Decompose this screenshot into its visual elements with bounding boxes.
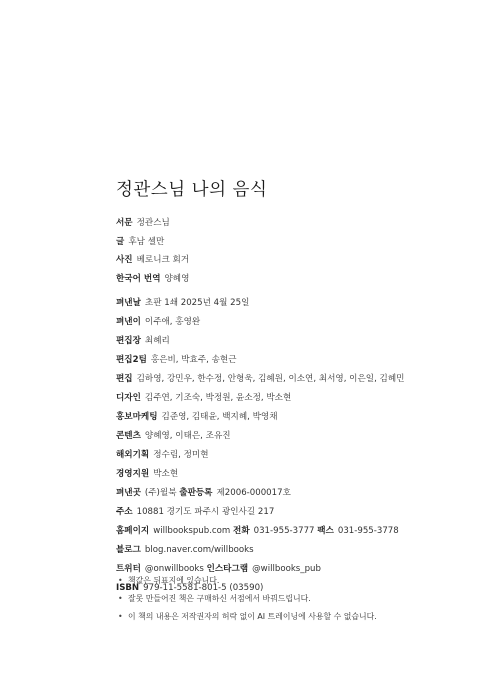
- credit-value: 후남 셀만: [128, 236, 165, 247]
- book-title: 정관스님 나의 음식: [116, 180, 268, 200]
- bullet-icon: •: [118, 576, 123, 585]
- colophon-value: 양혜영, 이태은, 조유진: [144, 431, 231, 441]
- colophon-value: 초판 1쇄 2025년 4월 25일: [144, 298, 250, 308]
- colophon-value: @onwillbooks: [144, 564, 204, 574]
- colophon-row: [116, 408, 404, 427]
- colophon-value: 979-11-5581-801-5 (03590): [143, 583, 264, 593]
- colophon-value: willbookspub.com: [153, 526, 231, 536]
- colophon-label: 해외기획: [116, 450, 150, 460]
- colophon-label: 경영지원: [116, 469, 150, 479]
- colophon-value: 홍은비, 박효주, 송현근: [150, 355, 237, 365]
- colophon-label: 펴낸이: [116, 317, 141, 327]
- colophon-value: 김하영, 강민우, 한수정, 안형욱, 김혜원, 이소연, 최서영, 이은일, 김혜민: [136, 374, 405, 384]
- colophon-value: 김주연, 기조숙, 박정원, 윤소정, 박소현: [144, 393, 292, 403]
- colophon-label: 콘텐츠: [116, 431, 141, 441]
- colophon-row: [116, 484, 404, 503]
- note-text: 이 책의 내용은 저작권자의 허락 없이 AI 트레이닝에 사용할 수 없습니다.: [128, 612, 377, 621]
- colophon-label: 전화: [233, 526, 250, 536]
- colophon-row: [116, 522, 404, 541]
- colophon-row: [116, 446, 404, 465]
- colophon-row: [116, 332, 404, 351]
- credit-label: 한국어 번역: [116, 274, 161, 285]
- colophon-row: [116, 370, 404, 389]
- credit-value: 정관스님: [136, 218, 170, 228]
- list-item: [118, 572, 377, 590]
- credit-row: [116, 233, 189, 252]
- colophon-label: 편집2팀: [116, 355, 147, 365]
- colophon-label: 편집장: [116, 336, 141, 346]
- credit-row: [116, 214, 189, 233]
- credit-value: 양혜영: [164, 274, 190, 285]
- credit-label: 사진: [116, 255, 133, 266]
- list-item: [118, 608, 377, 626]
- colophon-row: [116, 503, 404, 522]
- list-item: [118, 590, 377, 608]
- colophon-row: [116, 294, 404, 313]
- credit-label: 글: [116, 236, 125, 247]
- colophon-label: 블로그: [116, 545, 141, 555]
- colophon-label: 팩스: [317, 526, 334, 536]
- colophon-row: [116, 465, 404, 484]
- colophon-value: 제2006-000017호: [216, 488, 291, 498]
- colophon-value: 031-955-3777: [253, 526, 315, 536]
- credit-label: 서문: [116, 218, 133, 228]
- colophon-label: 디자인: [116, 393, 141, 403]
- colophon-value: 박소현: [153, 469, 179, 479]
- colophon-row: [116, 427, 404, 446]
- credit-row: [116, 251, 189, 270]
- credits-block: [116, 214, 189, 289]
- colophon-value: (주)윌북: [144, 488, 177, 498]
- colophon-value: 이주애, 홍영완: [144, 317, 201, 327]
- colophon-value: blog.naver.com/willbooks: [144, 545, 254, 555]
- colophon-label: 출판등록: [179, 488, 213, 498]
- colophon-label: 트위터: [116, 564, 141, 574]
- colophon-label: 편집: [116, 374, 133, 384]
- colophon-label: 홍보마케팅: [116, 412, 158, 422]
- colophon-row: [116, 351, 404, 370]
- colophon-value: 정수림, 정미현: [153, 450, 209, 460]
- colophon-value: 031-955-3778: [337, 526, 399, 536]
- colophon-row: [116, 389, 404, 408]
- colophon-value: 김준영, 김태윤, 백지혜, 박영채: [161, 412, 278, 422]
- credit-row: [116, 270, 189, 289]
- colophon-label: 인스타그램: [206, 564, 249, 574]
- bullet-icon: •: [118, 594, 123, 603]
- colophon-label: 펴낸날: [116, 298, 141, 308]
- colophon-label: 펴낸곳: [116, 488, 141, 498]
- colophon-row: [116, 313, 404, 332]
- colophon-value: 최혜리: [144, 336, 170, 346]
- credit-value: 베로니크 회거: [136, 255, 190, 266]
- colophon-value: @willbooks_pub: [252, 564, 321, 574]
- colophon-row: [116, 541, 404, 560]
- note-text: 잘못 만들어진 책은 구매하신 서점에서 바꿔드립니다.: [128, 594, 311, 603]
- colophon-label: 홈페이지: [116, 526, 150, 536]
- bullet-icon: •: [118, 612, 123, 621]
- note-text: 책값은 뒤표지에 있습니다.: [128, 576, 220, 585]
- colophon-value: 10881 경기도 파주시 광인사길 217: [136, 507, 275, 517]
- colophon-block: [116, 294, 404, 598]
- colophon-label: 주소: [116, 507, 133, 517]
- notes-list: [118, 572, 377, 626]
- colophon-label: ISBN: [116, 583, 140, 593]
